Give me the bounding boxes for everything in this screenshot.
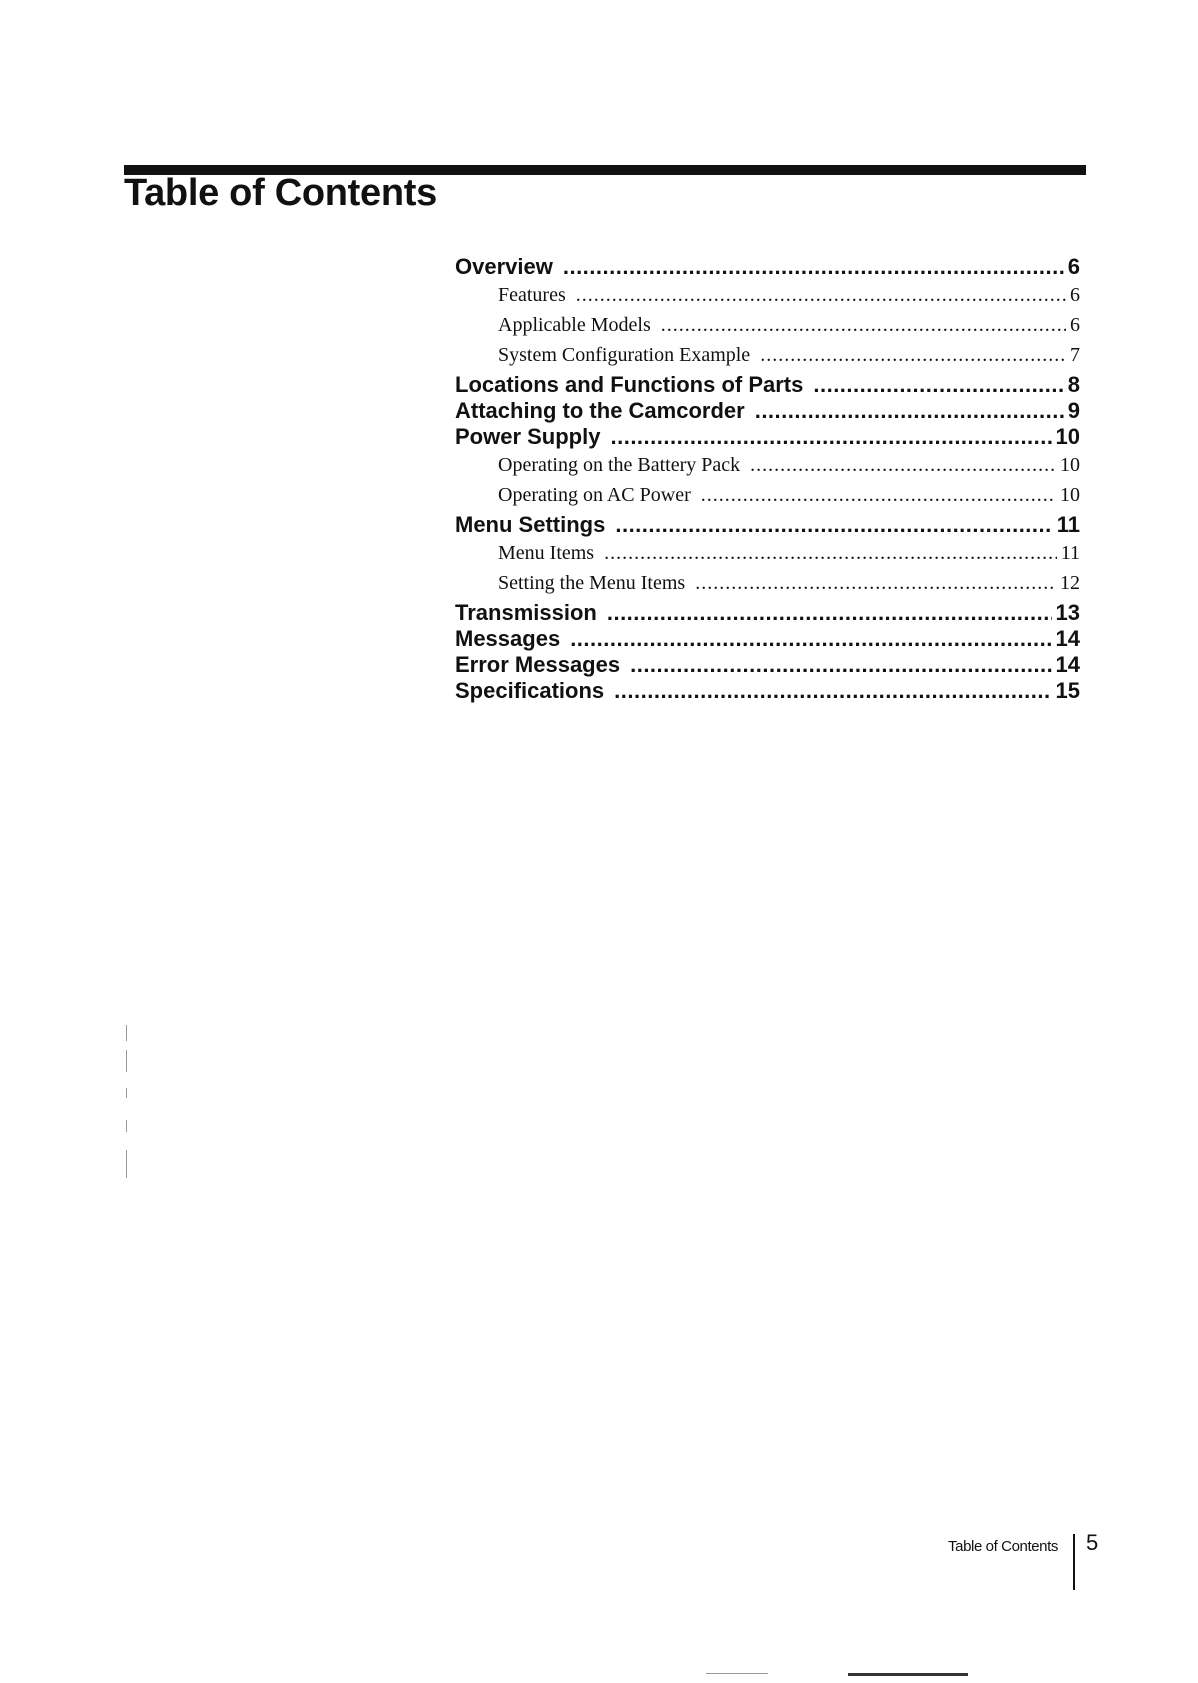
toc-dot-leader	[576, 280, 1066, 310]
toc-dot-leader	[661, 310, 1066, 340]
toc-entry	[455, 254, 1080, 280]
footer-divider	[1073, 1534, 1075, 1590]
toc-dot-leader	[695, 568, 1056, 598]
toc-entry	[455, 652, 1080, 678]
toc-dot-leader	[630, 652, 1051, 678]
toc-entry-page: 14	[1055, 652, 1080, 677]
toc-dot-leader	[615, 512, 1052, 538]
toc-subentry	[455, 280, 1080, 310]
toc-entry-label: Applicable Models	[498, 314, 651, 336]
toc-entry-label: Features	[498, 284, 566, 306]
toc-entry-page: 6	[1067, 254, 1080, 279]
toc-entry-page: 7	[1070, 344, 1080, 366]
toc-entry-label: Operating on the Battery Pack	[498, 454, 741, 476]
toc-entry-label: Power Supply	[455, 424, 601, 449]
toc-entry	[455, 512, 1080, 538]
toc-entry-page: 10	[1060, 454, 1080, 476]
toc-entry	[455, 424, 1080, 450]
toc-dot-leader	[755, 398, 1064, 424]
toc-entry-page: 6	[1070, 284, 1080, 306]
toc-entry-label: Setting the Menu Items	[498, 572, 686, 594]
toc-entry-page: 12	[1060, 572, 1080, 594]
table-of-contents	[455, 254, 1080, 704]
toc-entry-label: Error Messages	[455, 652, 621, 677]
toc-entry-label: Transmission	[455, 600, 597, 625]
scan-mark	[126, 1025, 127, 1041]
toc-entry-page: 10	[1060, 484, 1080, 506]
toc-dot-leader	[607, 600, 1052, 626]
toc-entry-page: 13	[1055, 600, 1080, 625]
footer-section-label: Table of Contents	[948, 1538, 1058, 1555]
toc-entry	[455, 626, 1080, 652]
footer-page-number: 5	[1086, 1530, 1099, 1555]
toc-dot-leader	[750, 450, 1056, 480]
toc-entry-label: Operating on AC Power	[498, 484, 691, 506]
toc-subentry	[455, 310, 1080, 340]
toc-dot-leader	[563, 254, 1064, 280]
toc-subentry	[455, 480, 1080, 510]
toc-entry-label: Specifications	[455, 678, 605, 703]
toc-entry-label: Locations and Functions of Parts	[455, 372, 804, 397]
toc-entry-page: 6	[1070, 314, 1080, 336]
toc-dot-leader	[570, 626, 1051, 652]
toc-dot-leader	[610, 424, 1051, 450]
toc-dot-leader	[701, 480, 1056, 510]
scan-mark	[126, 1120, 127, 1132]
toc-subentry	[455, 568, 1080, 598]
scan-mark	[126, 1088, 127, 1098]
scan-mark	[126, 1150, 127, 1178]
toc-dot-leader	[604, 538, 1057, 568]
toc-entry-label: Overview	[455, 254, 553, 279]
toc-dot-leader	[760, 340, 1066, 370]
toc-dot-leader	[813, 372, 1063, 398]
scan-mark	[848, 1673, 968, 1676]
toc-entry-page: 11	[1060, 542, 1080, 564]
scan-mark	[706, 1673, 768, 1674]
toc-entry	[455, 678, 1080, 704]
toc-subentry	[455, 538, 1080, 568]
toc-entry-page: 15	[1055, 678, 1080, 703]
toc-dot-leader	[614, 678, 1051, 704]
toc-subentry	[455, 450, 1080, 480]
toc-entry-label: Messages	[455, 626, 561, 651]
toc-entry-label: System Configuration Example	[498, 344, 751, 366]
toc-entry	[455, 398, 1080, 424]
toc-entry-label: Attaching to the Camcorder	[455, 398, 745, 423]
toc-entry-label: Menu Settings	[455, 512, 606, 537]
page-title: Table of Contents	[124, 172, 437, 214]
toc-subentry	[455, 340, 1080, 370]
toc-entry-label: Menu Items	[498, 542, 595, 564]
toc-entry	[455, 600, 1080, 626]
toc-entry-page: 11	[1056, 512, 1080, 537]
toc-entry-page: 14	[1055, 626, 1080, 651]
toc-entry	[455, 372, 1080, 398]
toc-entry-page: 8	[1067, 372, 1080, 397]
scan-mark	[126, 1050, 127, 1072]
toc-entry-page: 9	[1067, 398, 1080, 423]
toc-entry-page: 10	[1055, 424, 1080, 449]
